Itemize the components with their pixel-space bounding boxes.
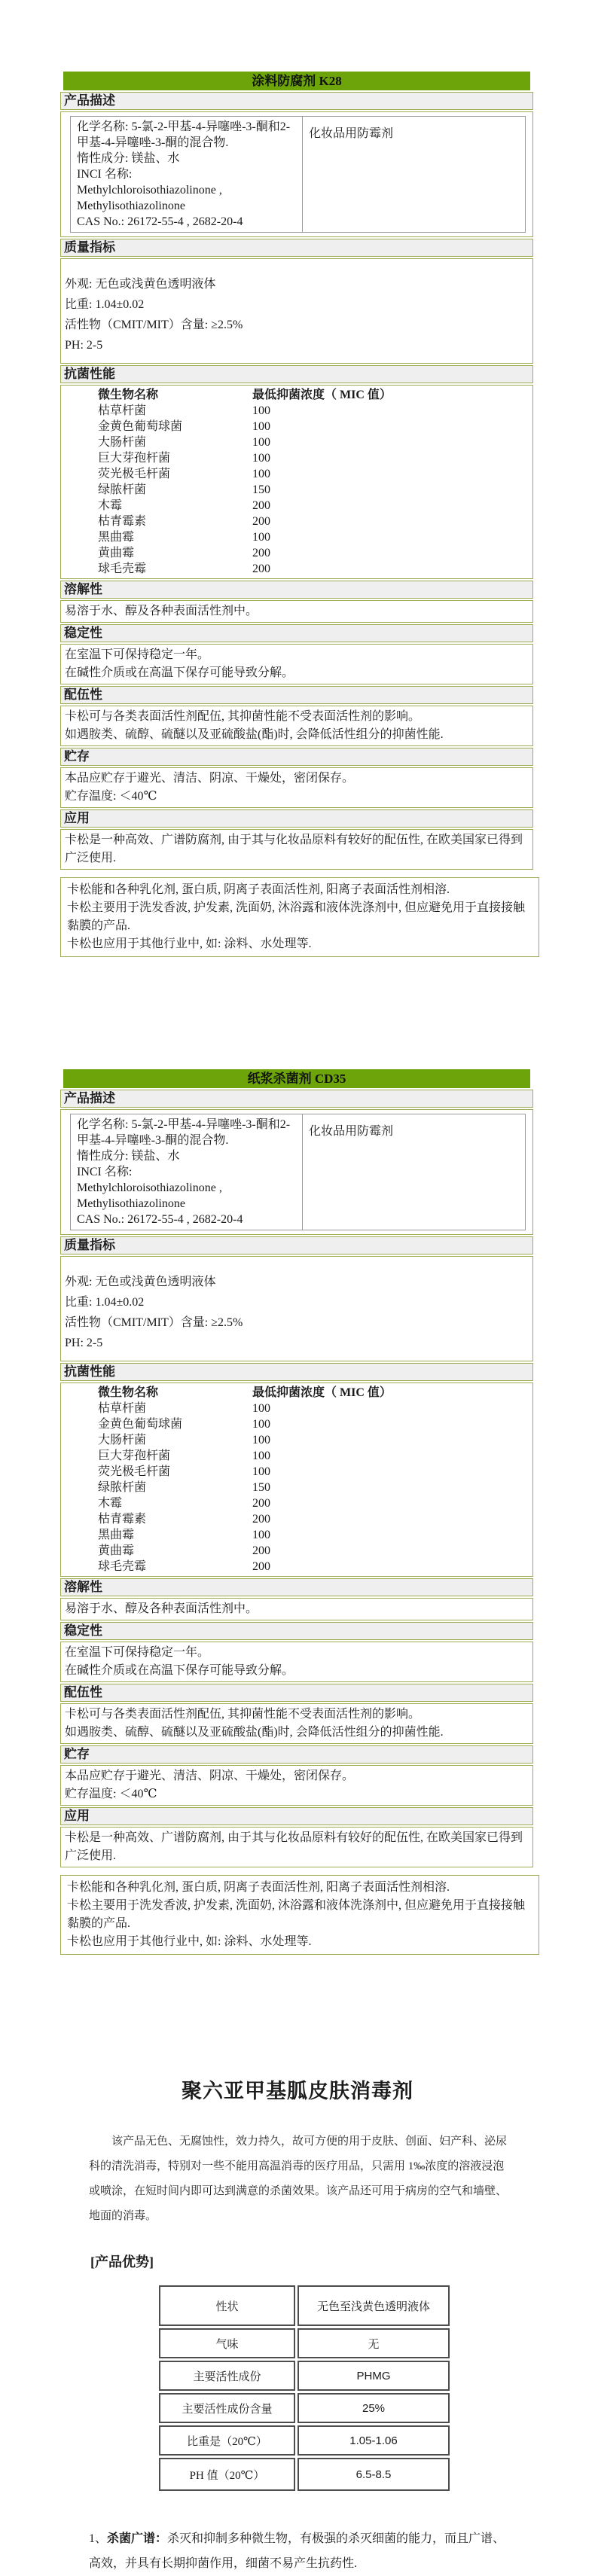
spec-value: 1.05-1.06 [298,2425,450,2456]
spec-value: PHMG [298,2361,450,2391]
mic-table [60,1383,533,1577]
microbe-name: 枯草杆菌 [98,404,147,417]
page-title: 聚六亚甲基胍皮肤消毒剂 [182,2080,413,2102]
mic-header-value: 最低抑菌浓度（ MIC 值） [252,389,392,401]
phmg-section [0,2075,595,2576]
mic-row [65,482,529,498]
mic-row [65,545,529,561]
spec-name: 气味 [159,2328,295,2358]
mic-value: 100 [252,1402,270,1415]
section-label-application: 应用 [60,1807,533,1825]
microbe-name: 大肠杆菌 [98,1434,147,1447]
spec-table [157,2283,452,2493]
section-label-antibacterial: 抗菌性能 [60,1363,533,1381]
spec-row [159,2328,450,2358]
mic-value: 200 [252,515,270,528]
note-line: 卡松能和各种乳化剂, 蛋白质, 阴离子表面活性剂, 阳离子表面活性剂相溶. [67,883,450,896]
microbe-name: 球毛壳霉 [98,1560,147,1573]
mic-value: 100 [252,404,270,417]
section-label-solubility: 溶解性 [60,581,533,599]
mic-row [65,403,529,419]
note-line: 卡松能和各种乳化剂, 蛋白质, 阴离子表面活性剂, 阳离子表面活性剂相溶. [67,1881,450,1894]
mic-row [65,1464,529,1480]
quality-active-content: 活性物（CMIT/MIT）含量: ≥2.5% [65,1316,243,1329]
microbe-name: 黄曲霉 [98,547,135,559]
section-label-compatibility: 配伍性 [60,1684,533,1702]
mic-row [65,1543,529,1559]
inert-ingredients-line: 惰性成分: 镁盐、水 [77,1150,180,1163]
spec-name: 主要活性成份 [159,2361,295,2391]
mic-row [65,529,529,545]
mic-value: 100 [252,1418,270,1431]
mic-row [65,1495,529,1511]
inci-name-line-1: Methylchloroisothiazolinone , [77,184,222,197]
inci-label-line: INCI 名称: [77,168,133,181]
product-title-bar: 涂料防腐剂 K28 [63,72,530,90]
section-label-quality: 质量指标 [60,239,533,257]
microbe-name: 木霉 [98,1497,123,1510]
section-label-storage: 贮存 [60,1745,533,1764]
quality-gravity: 比重: 1.04±0.02 [65,298,145,311]
note-line: 卡松也应用于其他行业中, 如: 涂料、水处理等. [67,1935,312,1948]
description-box [60,111,533,237]
mic-value: 100 [252,420,270,433]
mic-value: 200 [252,547,270,559]
quality-box [60,258,533,364]
compatibility-line: 卡松可与各类表面活性剂配伍, 其抑菌性能不受表面活性剂的影响。 [65,710,421,723]
storage-box [60,1765,533,1806]
use-type-cell: 化妆品用防霉剂 [303,117,526,233]
mic-header-name: 微生物名称 [98,389,159,401]
mic-value: 200 [252,1544,270,1557]
cas-number-line: CAS No.: 26172-55-4 , 2682-20-4 [77,215,243,228]
microbe-name: 巨大芽孢杆菌 [98,452,171,465]
mic-value: 100 [252,468,270,480]
microbe-name: 枯青霉素 [98,515,147,528]
mic-value: 100 [252,436,270,449]
product-section-cd35 [60,1069,533,1869]
compatibility-line: 卡松可与各类表面活性剂配伍, 其抑菌性能不受表面活性剂的影响。 [65,1708,421,1721]
microbe-name: 绿脓杆菌 [98,483,147,496]
description-chemical-cell [71,1114,303,1230]
mic-value: 200 [252,562,270,575]
spec-value: 无 [298,2328,450,2358]
microbe-name: 金黄色葡萄球菌 [98,420,183,433]
mic-row [65,561,529,577]
feature-number: 1、 [89,2532,108,2545]
mic-row [65,1511,529,1527]
use-type-cell: 化妆品用防霉剂 [303,1114,526,1230]
compatibility-line: 如遇胺类、硫醇、硫醚以及亚硫酸盐(酯)时, 会降低活性组分的抑菌性能. [65,728,444,741]
quality-box [60,1256,533,1361]
mic-header-row [65,1385,529,1401]
mic-value: 200 [252,1560,270,1573]
mic-row [65,1401,529,1416]
section-label-application: 应用 [60,809,533,828]
inci-label-line: INCI 名称: [77,1166,133,1178]
description-chemical-cell [71,117,303,233]
inci-name-line-2: Methylisothiazolinone [77,200,185,212]
mic-value: 100 [252,1434,270,1447]
compatibility-line: 如遇胺类、硫醇、硫醚以及亚硫酸盐(酯)时, 会降低活性组分的抑菌性能. [65,1726,444,1739]
inci-name-line-1: Methylchloroisothiazolinone , [77,1181,222,1194]
microbe-name: 枯草杆菌 [98,1402,147,1415]
mic-value: 200 [252,499,270,512]
inert-ingredients-line: 惰性成分: 镁盐、水 [77,152,180,165]
stability-box [60,644,533,684]
compatibility-box [60,1703,533,1744]
storage-line: 贮存温度: ＜40℃ [65,1788,157,1800]
inci-name-line-2: Methylisothiazolinone [77,1197,185,1210]
spec-row [159,2458,450,2491]
storage-line: 本品应贮存于避光、清洁、阴凉、干燥处，密闭保存。 [65,1770,355,1782]
description-table [70,116,526,233]
compatibility-box [60,706,533,746]
note-line: 卡松主要用于洗发香波, 护发素, 洗面奶, 沐浴露和液体洗涤剂中, 但应避免用于直接接触黏膜的产品. [67,1899,526,1930]
description-box [60,1109,533,1235]
spec-value: 25% [298,2393,450,2423]
mic-row [65,1480,529,1495]
chemical-name-line: 化学名称: 5-氯-2-甲基-4-异噻唑-3-酮和2-甲基-4-异噻唑-3-酮的混合物. [77,120,291,149]
cas-number-line: CAS No.: 26172-55-4 , 2682-20-4 [77,1213,243,1226]
mic-value: 150 [252,1481,270,1494]
feature-item [89,2526,595,2576]
stability-line: 在室温下可保持稳定一年。 [65,648,210,661]
spec-name: 性状 [159,2285,295,2326]
description-table [70,1114,526,1230]
spec-value: 6.5-8.5 [298,2458,450,2491]
spec-value: 无色至浅黄色透明液体 [298,2285,450,2326]
section-label-solubility: 溶解性 [60,1578,533,1596]
microbe-name: 荧光极毛杆菌 [98,1465,171,1478]
mic-row [65,498,529,514]
spec-row [159,2361,450,2391]
spec-row [159,2393,450,2423]
kason-note-box [60,1875,539,1955]
storage-line: 本品应贮存于避光、清洁、阴凉、干燥处，密闭保存。 [65,772,355,785]
mic-row [65,450,529,466]
spec-row [159,2425,450,2456]
microbe-name: 枯青霉素 [98,1513,147,1526]
solubility-text: 易溶于水、醇及各种表面活性剂中。 [65,1602,258,1615]
section-label-compatibility: 配伍性 [60,686,533,704]
quality-appearance: 外观: 无色或浅黄色透明液体 [65,278,216,291]
section-label-storage: 贮存 [60,748,533,766]
section-label-quality: 质量指标 [60,1236,533,1254]
mic-row [65,1448,529,1464]
section-label-stability: 稳定性 [60,1622,533,1640]
feature-title: 杀菌广谱： [107,2532,168,2545]
section-label-description: 产品描述 [60,1090,533,1108]
stability-line: 在室温下可保持稳定一年。 [65,1646,210,1659]
chemical-name-line: 化学名称: 5-氯-2-甲基-4-异噻唑-3-酮和2-甲基-4-异噻唑-3-酮的混合物. [77,1118,291,1147]
spec-name: 主要活性成份含量 [159,2393,295,2423]
quality-ph: PH: 2-5 [65,339,103,352]
feature-text-continued: 高效，并具有长期抑菌作用，细菌不易产生抗药性. [89,2557,358,2570]
stability-line: 在碱性介质或在高温下保存可能导致分解。 [65,1664,294,1677]
quality-active-content: 活性物（CMIT/MIT）含量: ≥2.5% [65,319,243,331]
mic-row [65,1416,529,1432]
mic-row [65,1432,529,1448]
storage-line: 贮存温度: ＜40℃ [65,790,157,803]
microbe-name: 绿脓杆菌 [98,1481,147,1494]
microbe-name: 球毛壳霉 [98,562,147,575]
mic-row [65,419,529,434]
quality-ph: PH: 2-5 [65,1337,103,1349]
mic-value: 100 [252,1450,270,1462]
product-section-k28 [60,72,533,871]
advantage-label: [产品优势] [90,2254,154,2270]
mic-row [65,434,529,450]
mic-value: 100 [252,452,270,465]
note-line: 卡松也应用于其他行业中, 如: 涂料、水处理等. [67,937,312,950]
mic-value: 200 [252,1497,270,1510]
spec-row [159,2285,450,2326]
spec-name: PH 值（20℃） [159,2458,295,2491]
solubility-text: 易溶于水、醇及各种表面活性剂中。 [65,605,258,617]
solubility-box [60,600,533,623]
stability-box [60,1642,533,1682]
feature-text: 杀灭和抑制多种微生物，有极强的杀灭细菌的能力，而且广谱、 [167,2532,505,2545]
quality-gravity: 比重: 1.04±0.02 [65,1296,145,1309]
spec-name: 比重是（20℃） [159,2425,295,2456]
solubility-box [60,1598,533,1620]
application-box [60,1827,533,1867]
microbe-name: 黑曲霉 [98,531,135,544]
mic-value: 100 [252,1529,270,1541]
microbe-name: 黑曲霉 [98,1529,135,1541]
microbe-name: 木霉 [98,499,123,512]
section-label-description: 产品描述 [60,92,533,110]
section-label-stability: 稳定性 [60,624,533,642]
mic-row [65,1559,529,1575]
application-box [60,829,533,870]
mic-row [65,1527,529,1543]
microbe-name: 大肠杆菌 [98,436,147,449]
microbe-name: 金黄色葡萄球菌 [98,1418,183,1431]
application-text: 卡松是一种高效、广谱防腐剂, 由于其与化妆品原料有较好的配伍性, 在欧美国家已得到广泛使用. [65,1831,523,1862]
section-label-antibacterial: 抗菌性能 [60,365,533,383]
mic-value: 150 [252,483,270,496]
mic-header-name: 微生物名称 [98,1386,159,1399]
mic-header-value: 最低抑菌浓度（ MIC 值） [252,1386,392,1399]
mic-header-row [65,387,529,403]
kason-note-box [60,877,539,957]
mic-row [65,514,529,529]
mic-row [65,466,529,482]
microbe-name: 黄曲霉 [98,1544,135,1557]
storage-box [60,767,533,808]
phmg-intro-paragraph: 该产品无色、无腐蚀性，效力持久，故可方便的用于皮肤、创面、妇产科、泌尿科的清洗消毒，特别对一些不能用高温消毒的医疗用品，只需用 1‰浓度的溶液浸泡或喷涂，在短时间内即可达到满意的杀菌效果。该产品还可用于病房的空气和墙壁、地面的消毒。 [89,2135,508,2222]
mic-value: 100 [252,531,270,544]
mic-value: 100 [252,1465,270,1478]
mic-table [60,385,533,579]
product-title-bar: 纸浆杀菌剂 CD35 [63,1069,530,1088]
application-text: 卡松是一种高效、广谱防腐剂, 由于其与化妆品原料有较好的配伍性, 在欧美国家已得到广泛使用. [65,834,523,864]
note-line: 卡松主要用于洗发香波, 护发素, 洗面奶, 沐浴露和液体洗涤剂中, 但应避免用于直接接触黏膜的产品. [67,901,526,932]
stability-line: 在碱性介质或在高温下保存可能导致分解。 [65,666,294,679]
mic-value: 200 [252,1513,270,1526]
quality-appearance: 外观: 无色或浅黄色透明液体 [65,1276,216,1288]
microbe-name: 荧光极毛杆菌 [98,468,171,480]
microbe-name: 巨大芽孢杆菌 [98,1450,171,1462]
